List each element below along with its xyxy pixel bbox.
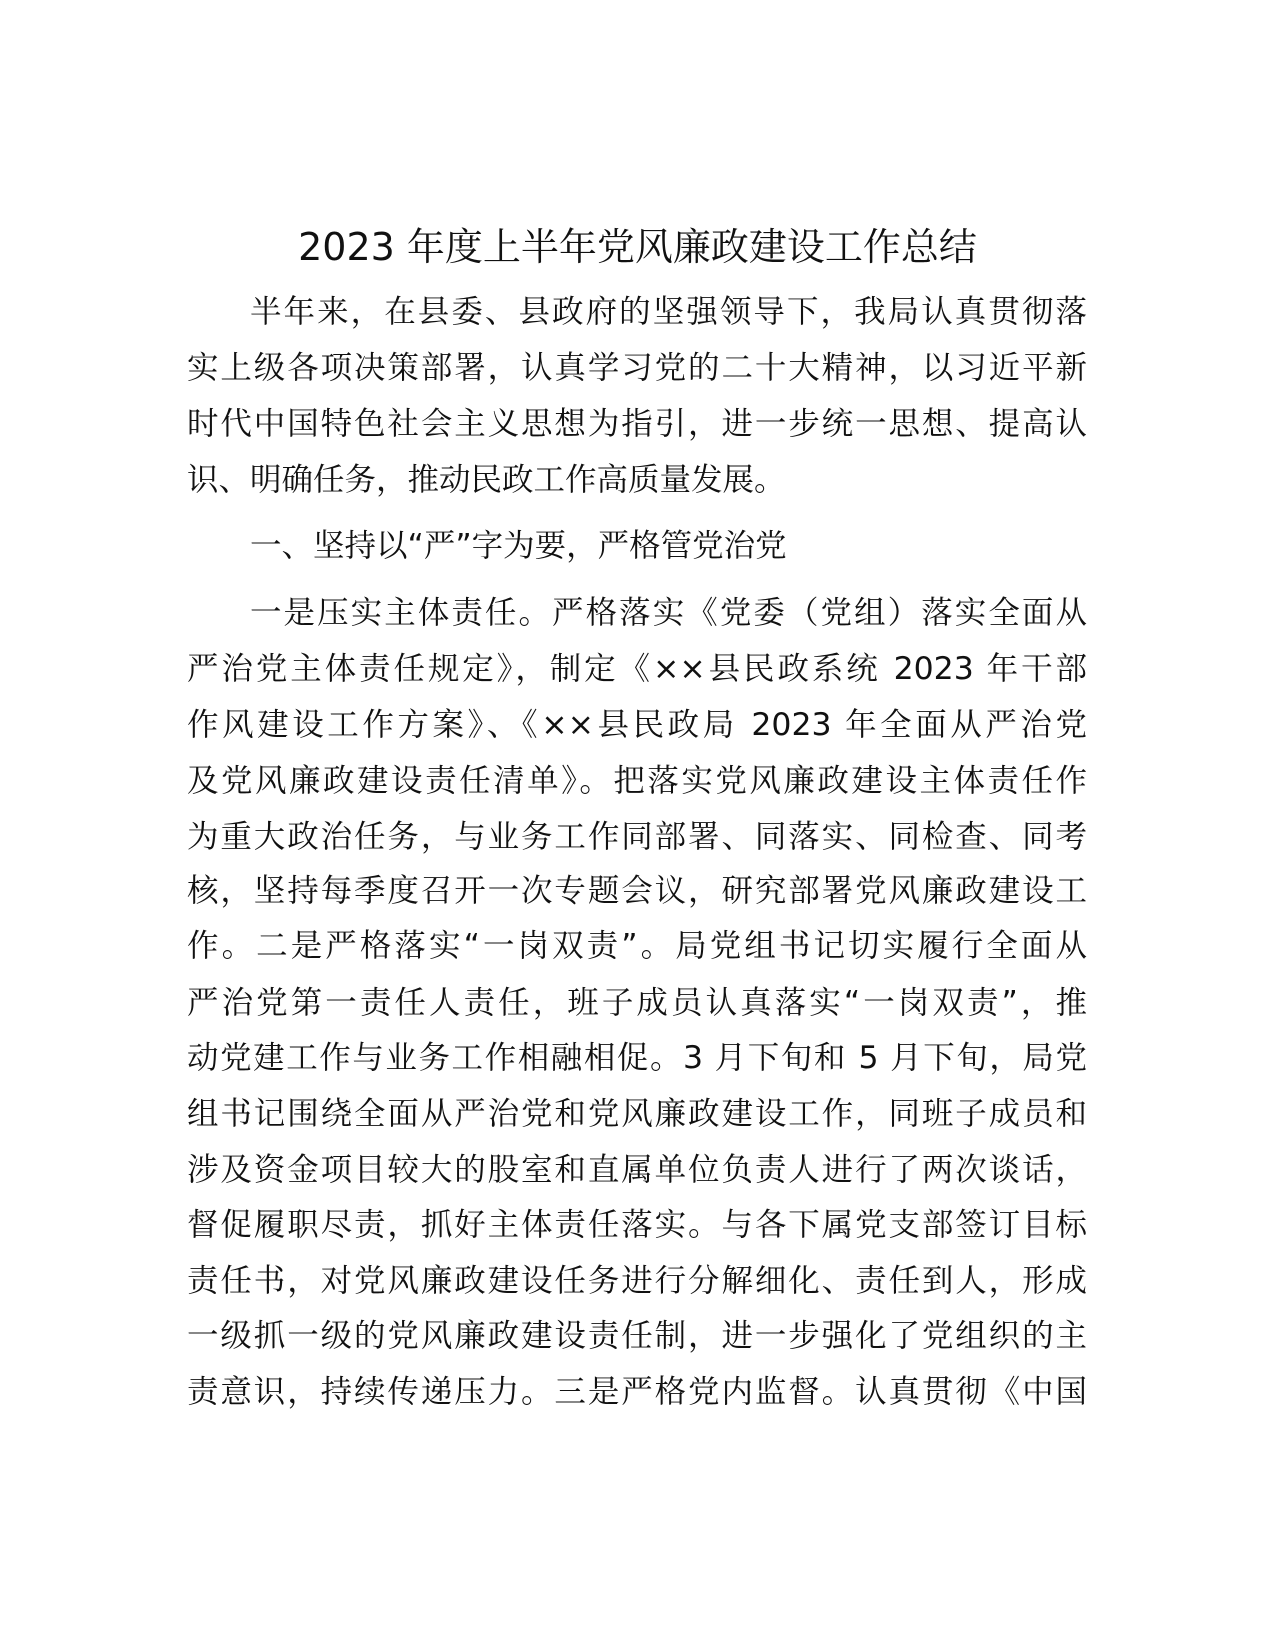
paragraph-line: 半年来，在县委、县政府的坚强领导下，我局认真贯彻落 — [250, 294, 1087, 330]
paragraph-line: 严治党主体责任规定》，制定《××县民政系统 2023 年干部 — [187, 651, 1087, 687]
paragraph-line: 作。二是严格落实“一岗双责”。局党组书记切实履行全面从 — [187, 928, 1087, 964]
paragraph-line: 严治党第一责任人责任，班子成员认真落实“一岗双责”，推 — [187, 985, 1087, 1021]
paragraph-line: 及党风廉政建设责任清单》。把落实党风廉政建设主体责任作 — [187, 763, 1087, 799]
paragraph-line: 一级抓一级的党风廉政建设责任制，进一步强化了党组织的主 — [187, 1318, 1087, 1354]
paragraph-line: 责意识，持续传递压力。三是严格党内监督。认真贯彻《中国 — [187, 1374, 1087, 1410]
paragraph-line: 督促履职尽责，抓好主体责任落实。与各下属党支部签订目标 — [187, 1207, 1087, 1243]
section-heading: 一、坚持以“严”字为要，严格管党治党 — [250, 528, 787, 564]
paragraph-line: 作风建设工作方案》、《××县民政局 2023 年全面从严治党 — [187, 707, 1087, 743]
document-title: 2023 年度上半年党风廉政建设工作总结 — [298, 225, 977, 269]
paragraph-line: 核，坚持每季度召开一次专题会议，研究部署党风廉政建设工 — [187, 873, 1087, 909]
paragraph-line: 涉及资金项目较大的股室和直属单位负责人进行了两次谈话， — [187, 1152, 1087, 1188]
paragraph-line: 识、明确任务，推动民政工作高质量发展。 — [187, 462, 786, 498]
paragraph-line: 为重大政治任务，与业务工作同部署、同落实、同检查、同考 — [187, 819, 1087, 855]
paragraph-line: 动党建工作与业务工作相融相促。3 月下旬和 5 月下旬，局党 — [187, 1040, 1087, 1076]
paragraph-line: 时代中国特色社会主义思想为指引，进一步统一思想、提高认 — [187, 406, 1087, 442]
paragraph-line: 组书记围绕全面从严治党和党风廉政建设工作，同班子成员和 — [187, 1096, 1087, 1132]
paragraph-line: 责任书，对党风廉政建设任务进行分解细化、责任到人，形成 — [187, 1263, 1087, 1299]
paragraph-line: 实上级各项决策部署，认真学习党的二十大精神，以习近平新 — [187, 350, 1087, 386]
paragraph-line: 一是压实主体责任。严格落实《党委（党组）落实全面从 — [250, 595, 1087, 631]
